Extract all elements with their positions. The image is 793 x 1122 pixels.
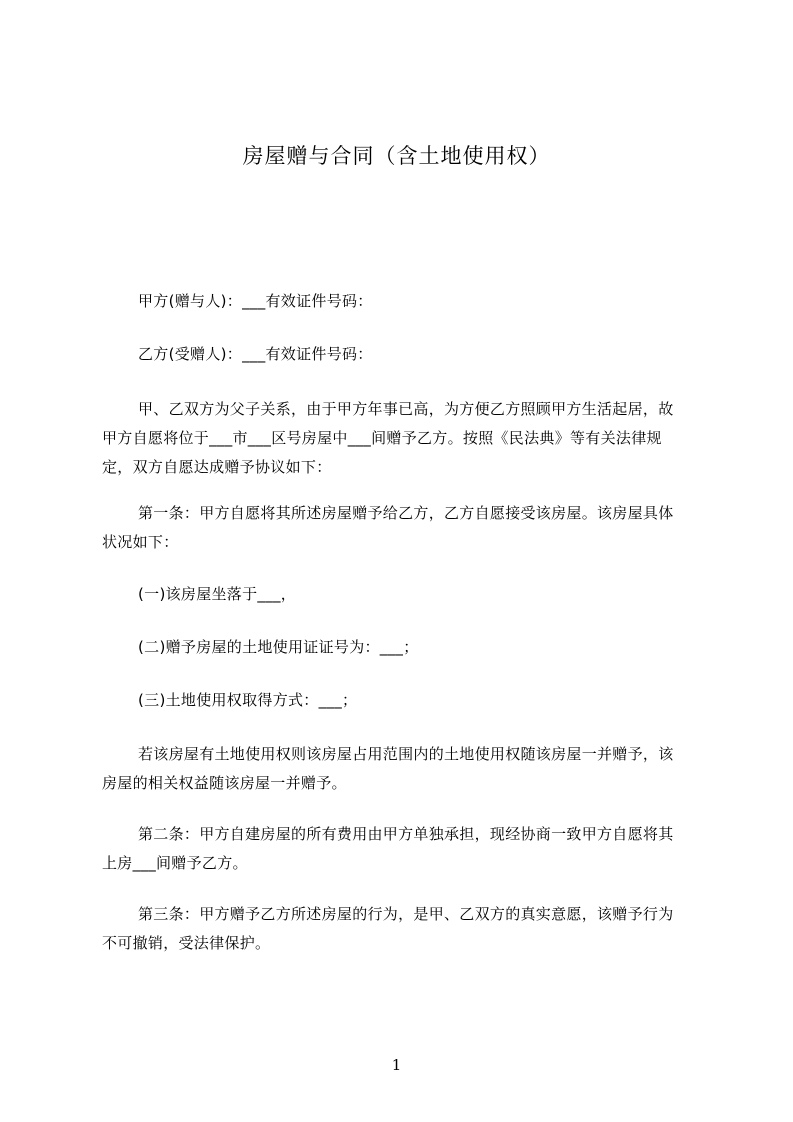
paragraph-line: 乙方(受赠人)：___有效证件号码：	[138, 345, 373, 363]
article-two-paragraph	[102, 820, 702, 878]
item-one-paragraph	[102, 580, 702, 609]
paragraph-line: 第一条：甲方自愿将其所述房屋赠予给乙方，乙方自愿接受该房屋。该房屋具体	[138, 504, 674, 522]
item-two-paragraph	[102, 633, 702, 662]
page-number: 1	[391, 1056, 402, 1074]
paragraph-line: 定，双方自愿达成赠予协议如下：	[102, 458, 332, 476]
party-a-paragraph	[102, 287, 702, 316]
paragraph-line: 房屋的相关权益随该房屋一并赠予。	[102, 774, 347, 792]
party-b-paragraph	[102, 340, 702, 369]
paragraph-line: 甲方自愿将位于___市___区号房屋中___间赠予乙方。按照《民法典》等有关法律规	[102, 429, 662, 447]
preamble-paragraph	[102, 395, 702, 482]
paragraph-line: 甲、乙双方为父子关系，由于甲方年事已高，为方便乙方照顾甲方生活起居，故	[138, 400, 674, 418]
paragraph-line: 状况如下：	[102, 533, 179, 551]
item-three-paragraph	[102, 686, 702, 715]
paragraph-line: 第二条：甲方自建房屋的所有费用由甲方单独承担，现经协商一致甲方自愿将其	[138, 825, 674, 843]
paragraph-line: (三)土地使用权取得方式：___；	[138, 691, 358, 709]
paragraph-line: 第三条：甲方赠予乙方所述房屋的行为，是甲、乙双方的真实意愿，该赠予行为	[138, 905, 674, 923]
land-rights-paragraph	[102, 740, 702, 798]
paragraph-line: 上房___间赠予乙方。	[102, 854, 248, 872]
paragraph-line: 不可撤销，受法律保护。	[102, 934, 271, 952]
article-one-paragraph	[102, 499, 702, 557]
paragraph-line: 甲方(赠与人)：___有效证件号码：	[138, 292, 373, 310]
article-three-paragraph	[102, 900, 702, 958]
document-title: 房屋赠与合同（含土地使用权）	[242, 144, 551, 168]
paragraph-line: (一)该房屋坐落于___，	[138, 585, 297, 603]
paragraph-line: 若该房屋有土地使用权则该房屋占用范围内的土地使用权随该房屋一并赠予，该	[138, 745, 674, 763]
paragraph-line: (二)赠予房屋的土地使用证证号为：___；	[138, 638, 419, 656]
